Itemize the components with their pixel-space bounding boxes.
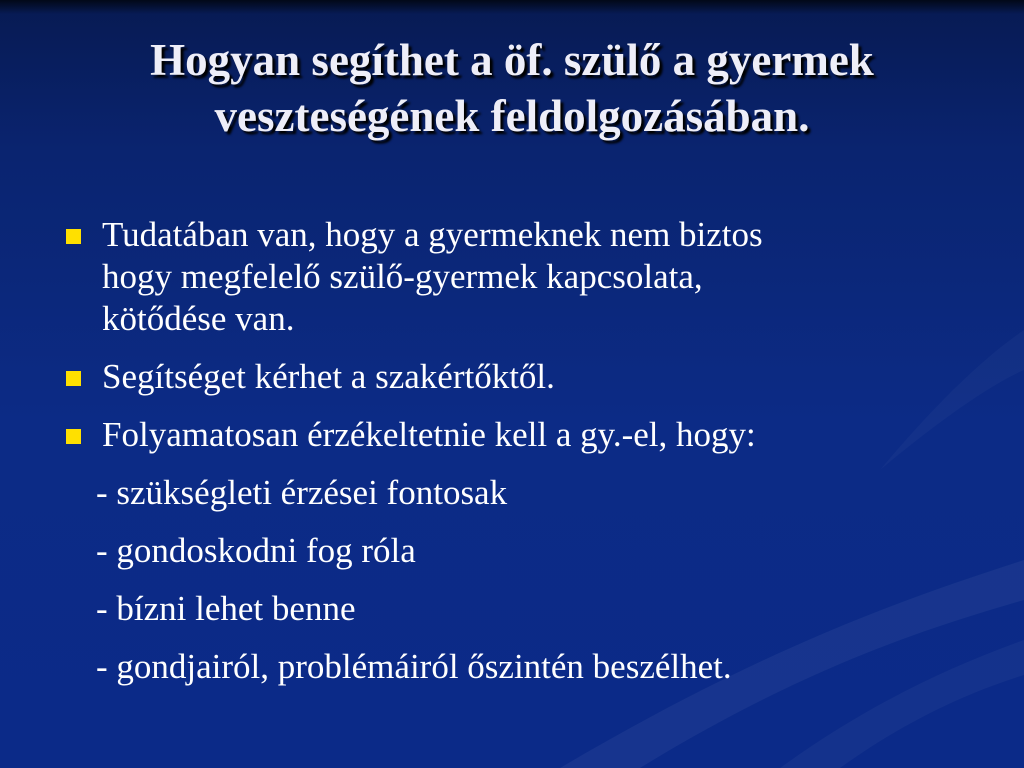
sub-list-item: - gondjairól, problémáiról őszintén beszélhet.: [96, 647, 732, 686]
bullet-text-line: Segítséget kérhet a szakértőktől.: [102, 357, 555, 396]
square-bullet-icon: [66, 229, 81, 244]
bullet-item: [62, 414, 982, 456]
slide-title-line: veszteségének feldolgozásában.: [214, 91, 810, 141]
sub-list-item: - szükségleti érzései fontosak: [96, 473, 508, 512]
bullet-text-line: Tudatában van, hogy a gyermeknek nem biztos: [102, 215, 763, 254]
sub-list-item: - gondoskodni fog róla: [96, 531, 416, 570]
bullet-text-line: hogy megfelelő szülő-gyermek kapcsolata,: [102, 257, 703, 296]
square-bullet-icon: [66, 429, 81, 444]
sub-list-item: - bízni lehet benne: [96, 589, 356, 628]
square-bullet-icon: [66, 371, 81, 386]
bullet-text-line: kötődése van.: [102, 299, 295, 338]
slide-body: [62, 214, 982, 704]
slide-title-line: Hogyan segíthet a öf. szülő a gyermek: [150, 35, 874, 85]
bullet-item: [62, 214, 982, 340]
bullet-text-line: Folyamatosan érzékeltetnie kell a gy.-el, hogy:: [102, 415, 756, 454]
slide-title: [20, 32, 1004, 144]
bullet-item: [62, 356, 982, 398]
